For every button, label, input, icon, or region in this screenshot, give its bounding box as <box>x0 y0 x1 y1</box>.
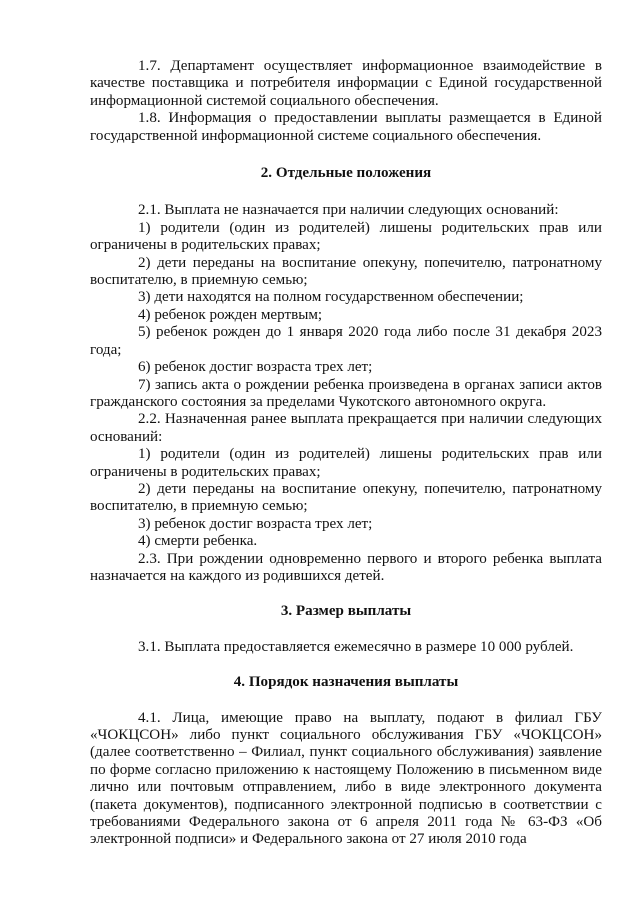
paragraph-2-2: 2.2. Назначенная ранее выплата прекращается при наличии следующих оснований: <box>90 411 602 445</box>
list-item-2-1-7: 7) запись акта о рождении ребенка произведена в органах записи актов гражданского состояния за пределами Чукотского автономного округа. <box>90 376 602 410</box>
section-heading-2: 2. Отдельные положения <box>260 165 432 182</box>
list-item-2-1-2: 2) дети переданы на воспитание опекуну, попечителю, патронатному воспитателю, в приемную семью; <box>90 254 602 289</box>
paragraph-1-8: 1.8. Информация о предоставлении выплаты размещается в Единой государственной информационной системе социального обеспечения. <box>90 110 602 144</box>
list-item-2-2-1: 1) родители (один из родителей) лишены родительских прав или ограничены в родительских правах; <box>90 446 602 480</box>
list-item-2-1-3: 3) дети находятся на полном государственном обеспечении; <box>138 289 524 306</box>
section-2-body <box>90 202 602 585</box>
list-item-2-1-5: 5) ребенок рожден до 1 января 2020 года либо после 31 декабря 2023 года; <box>90 324 602 358</box>
paragraph-1-7: 1.7. Департамент осуществляет информационное взаимодействие в качестве поставщика и потребителя информации с Единой государственной информационной системой социального обеспечения. <box>90 58 602 109</box>
paragraph-2-1: 2.1. Выплата не назначается при наличии следующих оснований: <box>138 202 559 219</box>
list-item-2-2-3: 3) ребенок достиг возраста трех лет; <box>138 515 373 532</box>
list-item-2-2-2: 2) дети переданы на воспитание опекуну, попечителю, патронатному воспитателю, в приемную семью; <box>90 480 602 515</box>
paragraph-4-1: 4.1. Лица, имеющие право на выплату, подают в филиал ГБУ «ЧОКЦСОН» либо пункт социального обслуживания ГБУ «ЧОКЦСОН» (далее соответственно – Филиал, пункт социального обслуживания) заявление по форме согласно приложению к настоящему Положению в письменном виде лично или почтовым отправлением, либо в виде электронного документа (пакета документов), подписанного электронной подписью в соответствии с требованиями Федерального закона от 6 апреля 2011 года № 63-ФЗ «Об электронной подписи» и Федерального закона от 27 июля 2010 года <box>90 709 602 848</box>
section-heading-3: 3. Размер выплаты <box>280 603 412 620</box>
list-item-2-2-4: 4) смерти ребенка. <box>138 533 258 550</box>
list-item-2-1-4: 4) ребенок рожден мертвым; <box>138 306 323 323</box>
list-item-2-1-1: 1) родители (один из родителей) лишены родительских прав или ограничены в родительских правах; <box>90 219 602 254</box>
paragraph-2-3: 2.3. При рождении одновременно первого и второго ребенка выплата назначается на каждого из родившихся детей. <box>90 550 602 584</box>
list-item-2-1-6: 6) ребенок достиг возраста трех лет; <box>138 359 373 376</box>
paragraph-3-1: 3.1. Выплата предоставляется ежемесячно в размере 10 000 рублей. <box>138 638 574 655</box>
section-heading-4: 4. Порядок назначения выплаты <box>233 674 459 691</box>
